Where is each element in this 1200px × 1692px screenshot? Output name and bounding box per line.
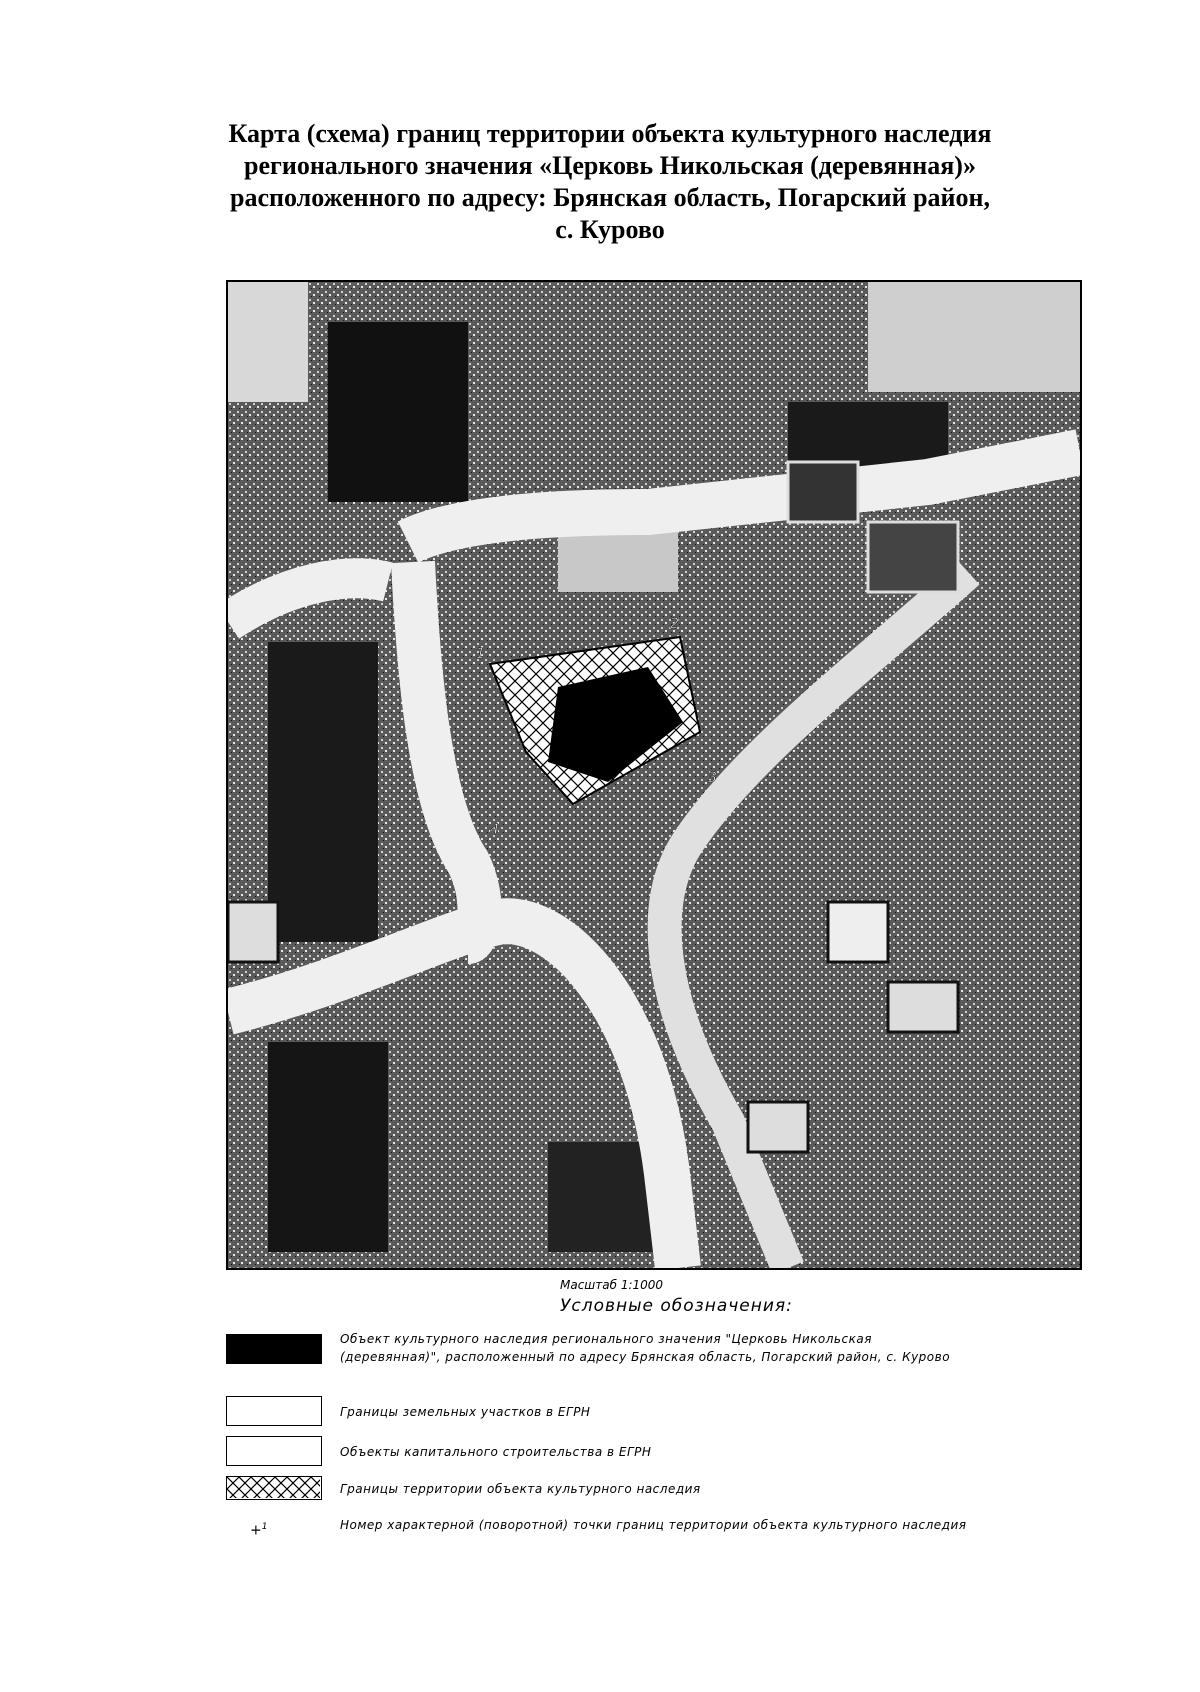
map-title bbox=[160, 118, 1060, 246]
legend-point-symbol bbox=[250, 1522, 267, 1539]
legend-swatch-territory-hatch bbox=[226, 1476, 322, 1500]
aerial-map-image bbox=[228, 282, 1080, 1268]
legend-swatch-capital-construction bbox=[226, 1436, 322, 1466]
legend-text-territory-boundaries: Границы территории объекта культурного наследия bbox=[340, 1482, 701, 1496]
aerial-map[interactable] bbox=[226, 280, 1082, 1270]
legend-swatch-land-plots bbox=[226, 1396, 322, 1426]
legend-text-heritage-object-line-2: (деревянная)", расположенный по адресу Брянская область, Погарский район, с. Курово bbox=[340, 1350, 951, 1364]
legend-text-heritage-object bbox=[340, 1330, 1084, 1366]
legend-swatch-heritage-object bbox=[226, 1334, 322, 1364]
boundary-point-4: 4 bbox=[490, 822, 499, 838]
title-line-1: Карта (схема) границ территории объекта культурного наследия bbox=[228, 119, 992, 148]
legend-heading: Условные обозначения: bbox=[560, 1296, 793, 1316]
title-line-4: с. Курово bbox=[555, 215, 665, 244]
boundary-point-2: 2 bbox=[670, 616, 679, 632]
legend-text-heritage-object-line-1: Объект культурного наследия регионального значения "Церковь Никольская bbox=[340, 1332, 872, 1346]
scale-label: Масштаб 1:1000 bbox=[560, 1278, 664, 1292]
boundary-point-3: 3 bbox=[708, 770, 717, 786]
title-line-2: регионального значения «Церковь Никольская (деревянная)» bbox=[244, 151, 976, 180]
title-line-3: расположенного по адресу: Брянская область, Погарский район, bbox=[230, 183, 990, 212]
legend-point-index: 1 bbox=[261, 1522, 268, 1532]
boundary-point-1: 1 bbox=[476, 646, 485, 662]
legend-point-plus: + bbox=[250, 1522, 262, 1539]
legend-text-land-plots: Границы земельных участков в ЕГРН bbox=[340, 1405, 591, 1419]
legend-text-boundary-point: Номер характерной (поворотной) точки границ территории объекта культурного наследия bbox=[340, 1518, 967, 1532]
legend-text-capital-construction: Объекты капитального строительства в ЕГРН bbox=[340, 1445, 652, 1459]
